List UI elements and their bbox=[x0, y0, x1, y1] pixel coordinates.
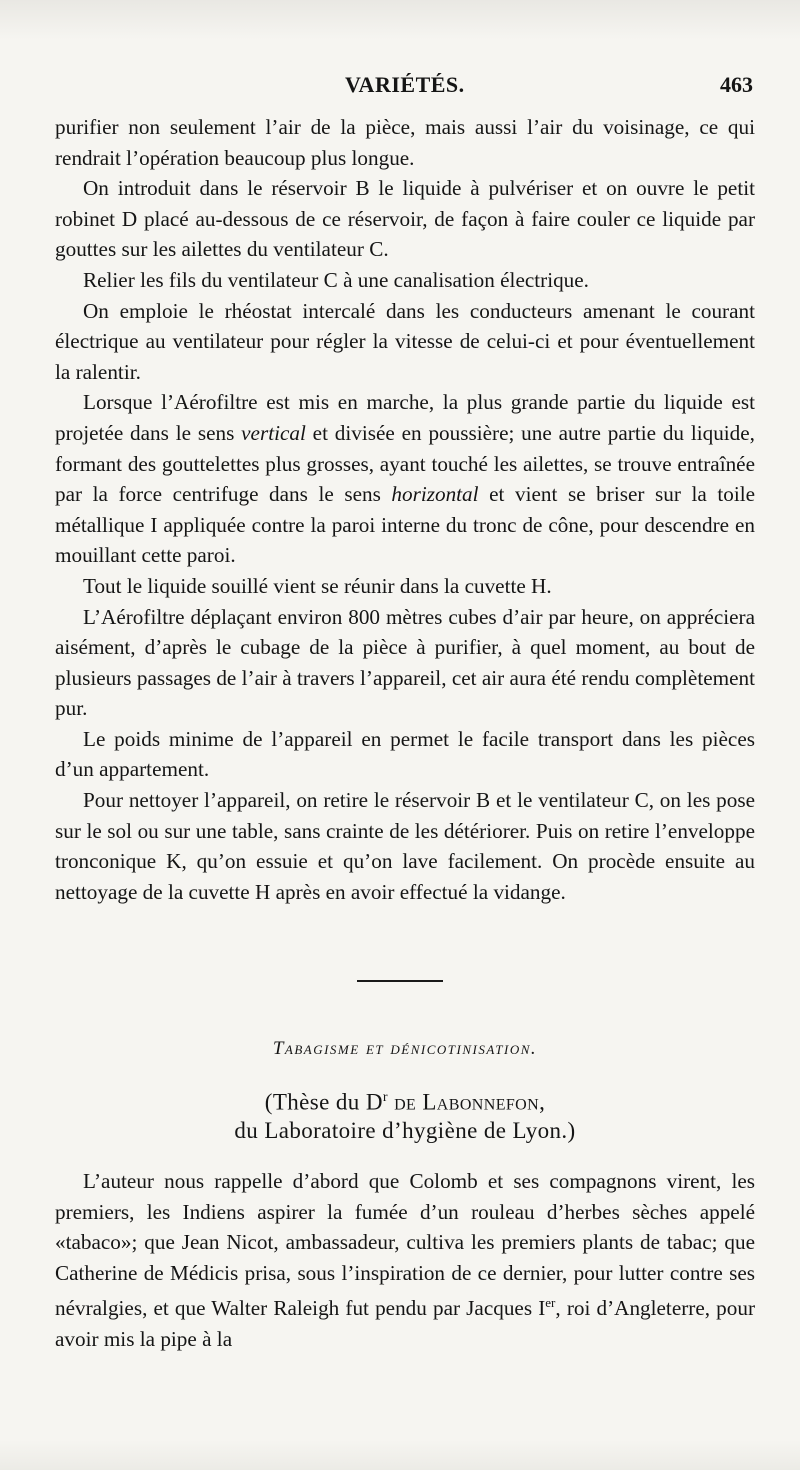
paragraph: Tout le liquide souillé vient se réunir dans la cuvette H. bbox=[83, 573, 552, 598]
author-name: de Labonnefon, bbox=[387, 1089, 546, 1115]
paragraph bbox=[55, 1166, 755, 1355]
emphasis-horizontal: horizontal bbox=[391, 482, 479, 507]
paragraph: Pour nettoyer l’appareil, on retire le réservoir B et le ventilateur C, on les pose sur le sol ou sur une table, sans crainte de les détériorer. Puis on retire l’enveloppe tronconique K, qu’on essuie et qu’on lave facilement. On procède ensuite au nettoyage de la cuvette H après en avoir effectué la vidange. bbox=[55, 788, 755, 904]
page-header bbox=[55, 70, 755, 104]
text-run: et vient se briser sur la toile métallique I appliquée contre la paroi interne du tronc de cône, pour descendre en mouillant cette paroi. bbox=[55, 482, 755, 568]
text-run: et divisée en poussière; une autre partie du liquide, formant des gouttelettes plus grosses, ayant touché les ailettes, se trouve entraînée par la force centrifuge dans le sens bbox=[55, 420, 755, 507]
running-title: VARIÉTÉS. bbox=[345, 72, 465, 97]
section-divider bbox=[357, 980, 443, 982]
superscript: r bbox=[382, 1090, 388, 1105]
emphasis-vertical: vertical bbox=[241, 420, 306, 445]
page-number: 463 bbox=[720, 72, 753, 97]
section-title: Tabagisme et dénicotinisation. bbox=[272, 1038, 538, 1059]
text-run: , roi d’Angleterre, pour avoir mis la pipe à la bbox=[55, 1296, 756, 1352]
article-text-tabagisme bbox=[55, 1166, 755, 1355]
article-text-aerofiltre bbox=[55, 112, 755, 907]
paragraph: purifier non seulement l’air de la pièce, mais aussi l’air du voisinage, ce qui rendrait l’opération beaucoup plus longue. bbox=[55, 115, 755, 170]
paragraph: On emploie le rhéostat intercalé dans les conducteurs amenant le courant électrique au ventilateur pour régler la vitesse de celui-ci et pour éventuellement la ralentir. bbox=[55, 298, 755, 384]
text-run: L’auteur nous rappelle d’abord que Colomb et ses compagnons virent, les premiers, les Indiens aspirer la fumée d’un rouleau d’herbes sèches appelé «tabaco»; que Jean Nicot, ambassadeur, cultiva les premiers plants de tabac; que Catherine de Médicis prisa, sous l’inspiration de ce dernier, pour lutter contre ses névralgies, et que Walter Raleigh fut pendu par Jacques I bbox=[55, 1169, 755, 1321]
section-subtitle bbox=[55, 1082, 755, 1119]
text-run: Lorsque l’Aérofiltre est mis en marche, la plus grande partie du liquide est projetée dans le sens bbox=[55, 390, 755, 445]
paragraph: Le poids minime de l’appareil en permet le facile transport dans les pièces d’un appartement. bbox=[55, 726, 755, 782]
section-subtitle-affiliation: du Laboratoire d’hygiène de Lyon.) bbox=[234, 1118, 576, 1143]
paragraph: L’Aérofiltre déplaçant environ 800 mètres cubes d’air par heure, on appréciera aisément, d’après le cubage de la pièce à purifier, à quel moment, au bout de plusieurs passages de l’air à travers l’appareil, cet air aura été rendu complètement pur. bbox=[55, 604, 755, 721]
text-run: (Thèse du D bbox=[264, 1089, 383, 1115]
superscript: er bbox=[545, 1295, 556, 1311]
paragraph: On introduit dans le réservoir B le liquide à pulvériser et on ouvre le petit robinet D placé au-dessous de ce réservoir, de façon à faire couler ce liquide par gouttes sur les ailettes du ventilateur C. bbox=[55, 176, 755, 262]
paragraph: Relier les fils du ventilateur C à une canalisation électrique. bbox=[83, 267, 589, 292]
paragraph bbox=[55, 387, 755, 571]
